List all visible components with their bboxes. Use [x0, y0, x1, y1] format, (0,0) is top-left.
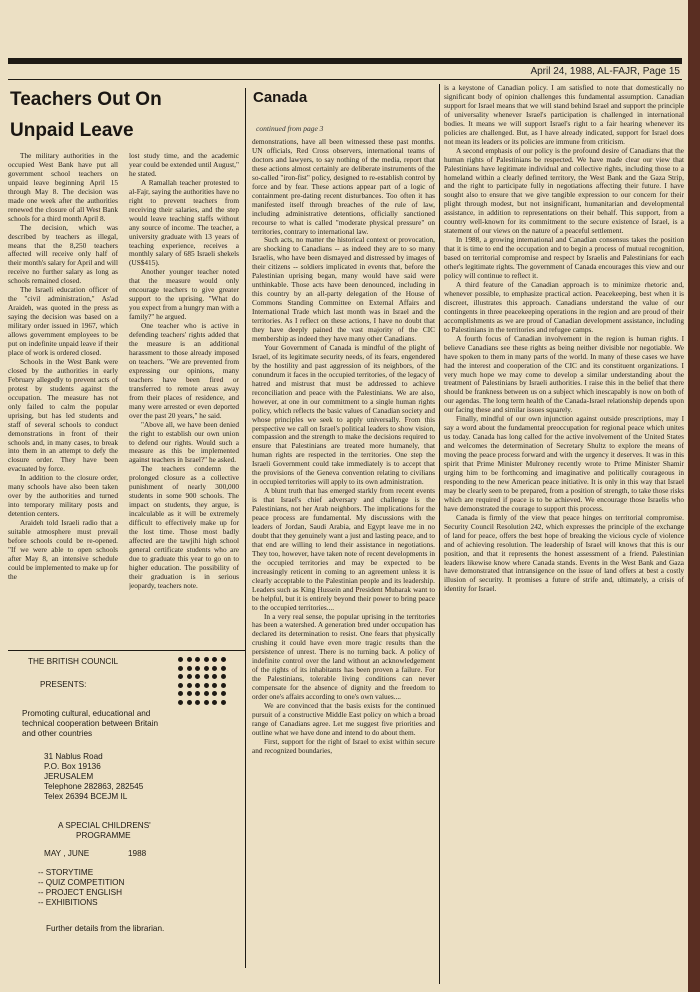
british-council-ad: [16, 655, 230, 945]
logo-dot: [221, 691, 226, 696]
logo-dot: [212, 674, 217, 679]
logo-dot: [195, 683, 200, 688]
ad-item: -- PROJECT ENGLISH: [38, 888, 123, 897]
ad-item: -- STORYTIME: [38, 868, 94, 877]
ad-address-line: Telephone 282863, 282545: [44, 782, 144, 791]
paragraph: demonstrations, have all been witnessed these past months. UN officials, Red Cross observers, international teams of doctors and lawyers, to say nothing of the media, report that these actions almost certainly are deliberate instruments of the so-called "iron-fist" policy, designed to re-establish control by force and by fear. These actions appear part of a logic of containment pre-dating recent disturbances. Too often it has manifested itself through breaches of the rule of law, including administrative detentions, officially sanctioned recourse to what is called "moderate physical pressure" on territories, contrary to international law.: [252, 138, 435, 236]
column-divider: [245, 88, 246, 968]
teachers-headline-line1: Teachers Out On: [10, 89, 162, 110]
logo-dot: [204, 691, 209, 696]
paragraph: The decision, which was described by teachers as illegal, means that the 8,250 teachers affected will receive only half of their month's salary for April and will receive no further salary as long as schools remained closed.: [8, 222, 118, 286]
paragraph: In 1988, a growing international and Canadian consensus takes the position that it is time to end the occupation and to begin a process of mutual recognition, based on territorial compromise and respect by Israelis and Palestinians for each other's legitimate rights. The government of Canada encourages this view and our policy will continue to reflect it.: [444, 235, 684, 281]
logo-dot: [204, 700, 209, 705]
logo-dot: [221, 666, 226, 671]
logo-dot: [204, 683, 209, 688]
ad-special-title: PROGRAMME: [76, 831, 131, 840]
ad-address-line: Telex 26394 BCEJM IL: [44, 792, 128, 801]
paragraph: First, support for the right of Israel to exist within secure and recognized boundaries,: [252, 736, 435, 755]
logo-dot: [204, 666, 209, 671]
logo-dot: [187, 691, 192, 696]
logo-dot: [178, 691, 183, 696]
ad-address-line: JERUSALEM: [44, 772, 94, 781]
page-header: April 24, 1988, AL-FAJR, Page 15: [530, 66, 680, 77]
paragraph: Finally, mindful of our own injunction against outside prescriptions, may I say a word about the fundamental preoccupation for regional peace which unites us today. Canada has long called for the active involvement of the United States and welcomes the determination of Secretary Shultz to explore the means of moving the peace process forward and with the urgency it deserves. It was in this spirit that Prime Minister Mulroney recently wrote to Prime Minister Shamir urging him to be forthcoming and imaginative and politically courageous in responding to the new American peace initiative. It is only in this way that Israel may be clearly seen to be prepared, from a position of strength, to take those risks which are required if peace is to be achieved. We encourage those Israelis who have demonstrated the courage to support this process.: [444, 414, 684, 513]
logo-dot: [204, 674, 209, 679]
paragraph: A third feature of the Canadian approach is to minimize rhetoric and, whenever possible, to emphasize practical action. Peacekeeping, best when it is discreet, illustrates this approach. Canadians understand the value of our contingents in three peacekeeping operations in the region and are proud of their accomplishments as we are proud of Canadian development assistance, including to Palestinians in the territories and refugee camps.: [444, 279, 684, 334]
logo-dot: [195, 674, 200, 679]
logo-dot: [221, 700, 226, 705]
logo-dot: [221, 683, 226, 688]
paragraph: In addition to the closure order, many schools have also been taken over by the authorities and turned into temporary military posts and detention centers.: [8, 473, 118, 519]
logo-dot: [178, 683, 183, 688]
logo-dot: [212, 657, 217, 662]
ad-presents: PRESENTS:: [40, 680, 87, 689]
logo-dot: [178, 666, 183, 671]
binding-spine: [688, 0, 700, 992]
paragraph: is a keystone of Canadian policy. I am satisfied to note that domestically no significant body of opinion challenges this fundamental assumption. Canadian support for Israel means that we will stand behind Israel and support the principle of universality whenever Israel's participation is challenged in international bodies. It means we will support Israel's right to a fair hearing whenever its policies are challenged. But, as I have already indicated, support for Israel does not mean its leaders or its policies are immune from criticism.: [444, 84, 684, 146]
header-rule: [8, 79, 682, 80]
logo-dot: [195, 700, 200, 705]
ad-year: 1988: [128, 849, 147, 858]
ad-months: MAY , JUNE: [44, 849, 90, 858]
british-council-logo: [178, 657, 230, 709]
canada-headline: Canada: [253, 89, 308, 106]
paragraph: Such acts, no matter the historical context or provocation, are shocking to Canadians -- as indeed they are to so many Israelis, who have been dismayed and distressed by images of their citizens -- soldiers implicated in events that, before the Palestinian uprising began, many would have said were unthinkable. Those acts have been denounced, including in this country by an all-party delegation of the House of Commons Standing Committee on External Affairs and International Trade which last month was in Israel and the territories. As I reflect on these actions, I have no doubt that they have deeply pained the vast majority of the CIC membership as indeed they have many other Canadians.: [252, 235, 435, 343]
column-divider: [439, 84, 440, 984]
logo-dot: [212, 666, 217, 671]
logo-dot: [187, 657, 192, 662]
paragraph: Canada is firmly of the view that peace hinges on territorial compromise. Security Council Resolution 242, which expresses the principle of the exchange of land for peace, offers the best hope of breaking the vicious cycle of violence and of achieving resolution. The leadership of Israel will knows that this is our position, and that it represents the honest assessment of a friend. Palestinian leaders likewise know where Canada stands. Events in the West Bank and Gaza have demonstrated that intransigence on the issue of land offers at best a costly illusion of security. It promises a future of strife and, ultimately, a crisis of identity for Israel.: [444, 512, 684, 594]
logo-dot: [212, 683, 217, 688]
logo-dot: [178, 700, 183, 705]
logo-dot: [187, 683, 192, 688]
paragraph: Schools in the West Bank were closed by the authorities in early February allegedly to prevent acts of protest by students against the occupation. The measure has not only failed to calm the popular uprising, but has led students and staff of several schools to conduct demonstrations in front of their schools and, in many cases, to break into them in an attempt to defy the closure order. They have been evacuated by force.: [8, 356, 118, 474]
logo-dot: [221, 674, 226, 679]
ad-address-line: 31 Nablus Road: [44, 752, 103, 761]
box-top-rule: [8, 650, 245, 651]
paragraph: A second emphasis of our policy is the profound desire of Canadians that the human rights of Palestinians be respected. We have made clear our view that Palestinians have legitimate individual and collective rights, including those to a homeland within a clearly defined territory, the West Bank and the Gaza Strip, and the right to participate fully in negotiations affecting their future. I have sought also to ensure that we give tangible expression to our concern for their plight through modest, but not insignificant, humanitarian and developmental assistance, in addition to representations on their behalf. This support, from a country well-known for its commitment to the secure existence of Israel, is a statement of our views on the nature of a peaceful settlement.: [444, 145, 684, 236]
logo-dot: [204, 657, 209, 662]
logo-dot: [195, 657, 200, 662]
paragraph: One teacher who is active in defending teachers' rights added that the measure is an additional harassment to those already imposed on teachers. "We are prevented from expressing our opinions, many teachers have been fired or transferred to remote areas away from their places of residence, and many were arrested or even deported over the past 20 years," he said.: [129, 321, 239, 420]
ad-special-title: A SPECIAL CHILDRENS': [58, 821, 151, 830]
ad-footer: Further details from the librarian.: [46, 924, 165, 933]
continued-byline: continued from page 3: [256, 124, 324, 133]
logo-dot: [212, 691, 217, 696]
paragraph: Another younger teacher noted that the measure would only encourage teachers to give greater support to the uprising. "What do you expect from a hungry man with a family?" he argued.: [129, 267, 239, 322]
ad-org-name: THE BRITISH COUNCIL: [28, 657, 119, 666]
logo-dot: [178, 674, 183, 679]
paragraph: In a very real sense, the popular uprising in the territories has been a watershed. A generation bred under occupation has declared its determination to resist. One fears that physically crushing it could have even more tragic results than the persistence of unrest. There is no turning back. A policy of indefinite control over the land without an acknowledgement of the rights of its inhabitants has been proven a failure. For the Palestinians, tolerable living conditions can never compensate for the absence of dignity and the freedom to order one's affairs according to one's own values....: [252, 611, 435, 702]
paragraph: lost study time, and the academic year could be extended until August," he stated.: [129, 152, 239, 178]
teachers-column-1: [8, 152, 118, 649]
logo-dot: [221, 657, 226, 662]
ad-item: -- EXHIBITIONS: [38, 898, 98, 907]
logo-dot: [195, 666, 200, 671]
logo-dot: [187, 666, 192, 671]
canada-column-2: [444, 84, 684, 984]
logo-dot: [187, 700, 192, 705]
paragraph: "Above all, we have been denied the right to establish our own union to defend our rights. Would such a measure as this be implemented against teachers in Israel?" he asked.: [129, 419, 239, 465]
top-rule: [8, 58, 682, 64]
paragraph: A blunt truth that has emerged starkly from recent events is that Israel's chief adversary and challenge is the Palestinians, not her Arab neighbors. The implications for the peace process are fundamental. My discussions with the leaders of Jordan, Saudi Arabia, and Egypt leave me in no doubt that they genuinely want a just and lasting peace, and to that end are willing to lend their assistance in negotiations. They too, however, have taken note of recent developments in the occupied territories and may be expected to be increasingly reticent in coming to an agreement unless it is clearly acceptable to the Palestinian people and its leadership. Leaders such as King Hussein and President Mubarak want to be helpful, but it is entirely beyond their power to bring peace to the occupied territories....: [252, 486, 435, 612]
paragraph: Your Government of Canada is mindful of the plight of Israel, of its legitimate security needs, of its fears, engendered by the hostility and past aggression of its neighbors, of the conundrum it faces in the occupied territories, of the legacy of hatred and mistrust that must be addressed to achieve reconciliation and peace with the Palestinians. We are also, however, at one in our commitment to a single human rights policy, which reflects the basic values of Canadian society and whose principles we seek to apply universally. From this perspective we call on Israel's political leaders to show vision, compassion and the strength to make the decisions required to ensure that Palestinians are treated more humanely, that human rights are respected in the territories. One step the Israeli Government could take immediately is to accept that the provisions of the Geneva convention relating to civilians in occupied territories will apply to its own administration.: [252, 342, 435, 487]
ad-item: -- QUIZ COMPETITION: [38, 878, 125, 887]
paragraph: The military authorities in the occupied West Bank have put all government school teachers on unpaid leave beginning April 15 through May 8. The decision was made one week after the authorities renewed the closure of all West Bank schools for a third month April 8.: [8, 152, 118, 223]
canada-column-1: [252, 138, 435, 982]
logo-dot: [212, 700, 217, 705]
logo-dot: [187, 674, 192, 679]
ad-address-line: P.O. Box 19136: [44, 762, 101, 771]
ad-tagline: Promoting cultural, educational and technical cooperation between Britain and other countries: [22, 709, 159, 738]
teachers-headline-line2: Unpaid Leave: [10, 120, 134, 141]
paragraph: A Ramallah teacher protested to al-Fajr, saying the authorities have no right to prevent teachers from receiving their salaries, and the step would leave teaching staffs without any source of income. The teacher, a university graduate with 13 years of teaching experience, receives a monthly salary of 685 Israeli shekels (US$415).: [129, 177, 239, 268]
teachers-column-2: [129, 152, 239, 649]
paragraph: The teachers condemn the prolonged closure as a collective punishment of nearly 300,000 students in some 900 schools. The impact on students, they argue, is incalculable as it will be extremely difficult to effectively make up for the lost time. Those most badly affected are the tawjihi high school general certificate students who are due to graduate this year to go on to higher education. The possibility of their graduation is in serious jeopardy, teachers note.: [129, 464, 239, 590]
paragraph: We are convinced that the basis exists for the continued pursuit of a constructive Middle East policy on which a broad range of Canadians agree. Let me suggest five priorities and outline what we have done and intend to do about them.: [252, 701, 435, 737]
logo-dot: [178, 657, 183, 662]
paragraph: The Israeli education officer of the "civil administration," As'ad Araideh, was quoted in the press as saying the decision was based on a military order issued in 1967, which allows government employees to be put on indefinite unpaid leave if their place of work is ordered closed.: [8, 285, 118, 357]
logo-dot: [195, 691, 200, 696]
paragraph: Araideh told Israeli radio that a suitable atmosphere must prevail before schools could be re-opened. "If we were able to open schools after May 8, an intensive schedule could be implemented to make up for the: [8, 518, 118, 581]
paragraph: A fourth focus of Canadian involvement in the region is human rights. I believe Canadians see these rights as being neither divisible nor negotiable. We have spoken to them in many parts of the world. In many of these cases we have had the interest and cooperation of the CIC and its constituent organizations. I very much hope we may come to develop a similar understanding about the treatment of Palestinians by Israeli authorities. I raise this in the belief that there should be frankness between us on a subject which inescapably is now on both of our agendas. The long term health of the Canada-Israel relationship depends upon our facing these and similar issues squarely.: [444, 333, 684, 415]
